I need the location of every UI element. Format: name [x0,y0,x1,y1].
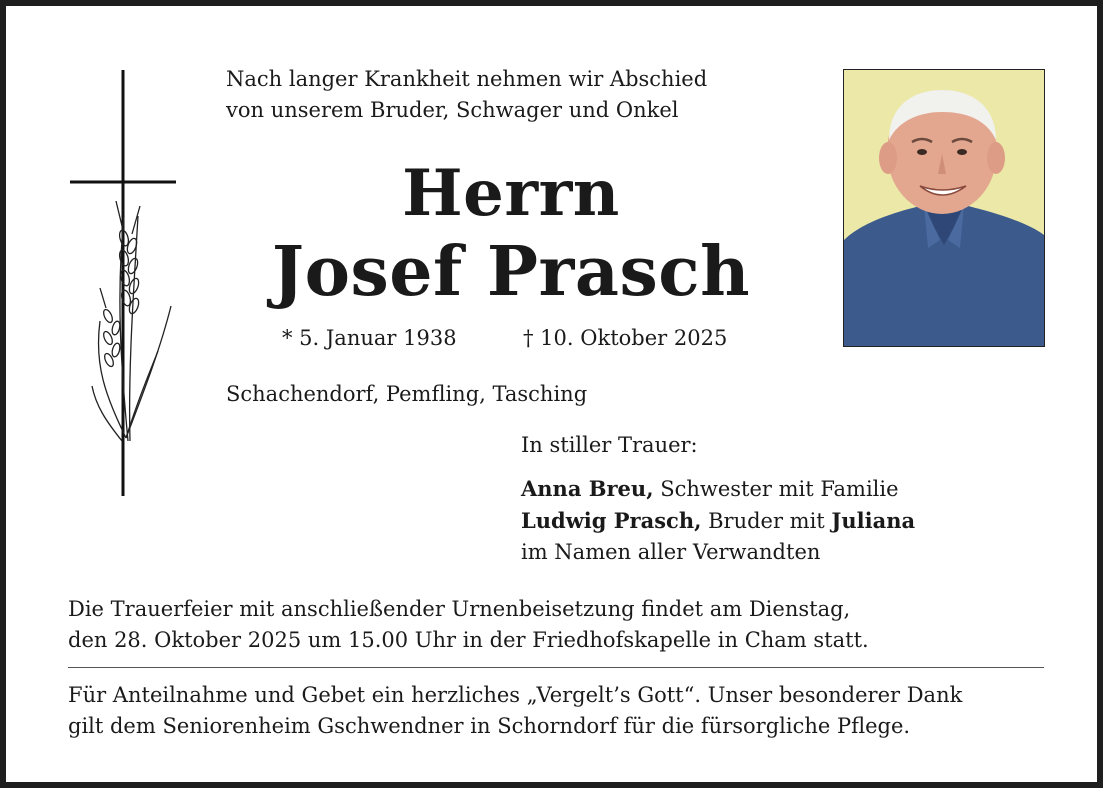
mourner-relation-2: Bruder mit [701,509,832,533]
mourners-list [521,473,915,568]
divider [68,667,1044,668]
mourner-line-1 [521,473,915,505]
portrait-photo [843,69,1045,347]
mourner-line-3: im Namen aller Verwandten [521,540,821,564]
thanks-text [68,680,962,742]
mourner-name-3: Juliana [831,508,916,533]
intro-text [226,64,707,126]
intro-line-1: Nach langer Krankheit nehmen wir Abschied [226,67,708,91]
salutation: Herrn [402,156,620,231]
intro-line-2: von unserem Bruder, Schwager und Onkel [226,98,679,122]
birth-date: * 5. Januar 1938 [282,326,457,350]
death-date: † 10. Oktober 2025 [523,326,728,350]
ceremony-line-2: den 28. Oktober 2025 um 15.00 Uhr in der Friedhofskapelle in Cham statt. [68,628,869,652]
mourner-name-1: Anna Breu, [521,476,654,501]
ceremony-info [68,594,869,656]
ceremony-line-1: Die Trauerfeier mit anschließender Urnenbeisetzung findet am Dienstag, [68,597,851,621]
mourner-relation-1: Schwester mit Familie [653,477,899,501]
mourner-line-2 [521,505,915,537]
deceased-name: Josef Prasch [271,232,751,312]
places: Schachendorf, Pemfling, Tasching [226,382,588,406]
thanks-line-1: Für Anteilnahme und Gebet ein herzliches „Vergelt’s Gott“. Unser besonderer Dank [68,683,963,707]
mourners-heading: In stiller Trauer: [521,433,698,457]
mourner-name-2: Ludwig Prasch, [521,508,702,533]
thanks-line-2: gilt dem Seniorenheim Gschwendner in Schorndorf für die fürsorgliche Pflege. [68,714,911,738]
portrait-illustration [844,70,1044,346]
